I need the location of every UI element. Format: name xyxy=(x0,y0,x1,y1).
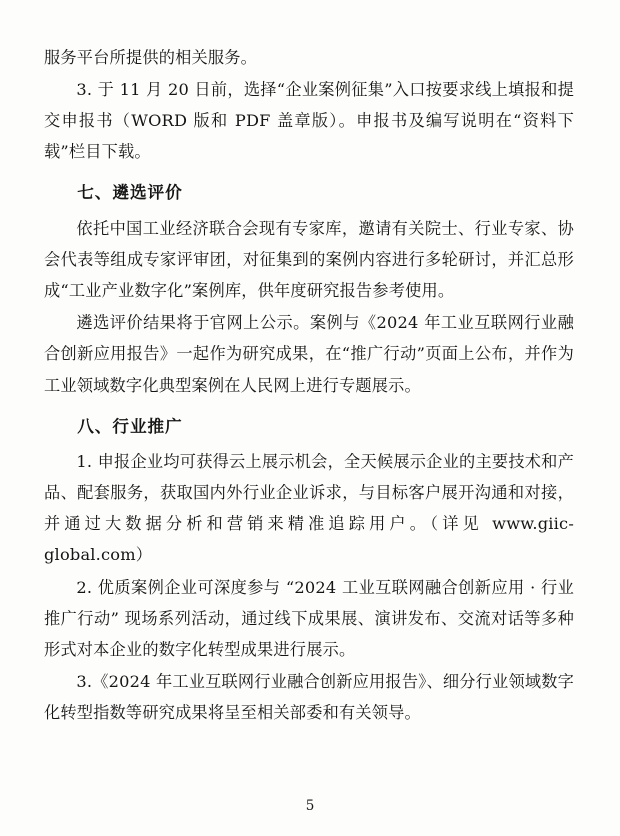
paragraph-promotion-item-2: 2. 优质案例企业可深度参与 “2024 工业互联网融合创新应用 · 行业推广行动” 现场系列活动，通过线下成果展、演讲发布、交流对话等多种形式对本企业的数字化转型成果进行展示。 xyxy=(44,577,574,659)
paragraph-item-3-submission: 3. 于 11 月 20 日前，选择“企业案例征集”入口按要求线上填报和提交申报书（WORD 版和 PDF 盖章版）。申报书及编写说明在“资料下载”栏目下载。 xyxy=(44,80,574,162)
paragraph-promotion-item-3: 3.《2024 年工业互联网行业融合创新应用报告》、细分行业领域数字化转型指数等研究成果将呈至相关部委和有关领导。 xyxy=(44,671,574,722)
section-heading-seven: 七、遴选评价 xyxy=(77,183,183,203)
page-number: 5 xyxy=(305,798,315,814)
paragraph-continuation: 服务平台所提供的相关服务。 xyxy=(44,48,258,67)
section-heading-eight: 八、行业推广 xyxy=(77,416,183,436)
paragraph-selection-evaluation-2: 遴选评价结果将于官网上公示。案例与《2024 年工业互联网行业融合创新应用报告》一起作为研究成果，在“推广行动”页面上公布，并作为工业领域数字化典型案例在人民网上进行专题展示。 xyxy=(44,313,574,395)
paragraph-selection-evaluation-1: 依托中国工业经济联合会现有专家库，邀请有关院士、行业专家、协会代表等组成专家评审团，对征集到的案例内容进行多轮研讨，并汇总形成“工业产业数字化”案例库，供年度研究报告参考使用。 xyxy=(44,218,574,301)
document-body xyxy=(44,42,574,728)
paragraph-promotion-item-1: 1. 申报企业均可获得云上展示机会，全天候展示企业的主要技术和产品、配套服务，获取国内外行业企业诉求，与目标客户展开沟通和对接，并通过大数据分析和营销来精准追踪用户。（详见 www.giic-global.com） xyxy=(44,452,574,565)
